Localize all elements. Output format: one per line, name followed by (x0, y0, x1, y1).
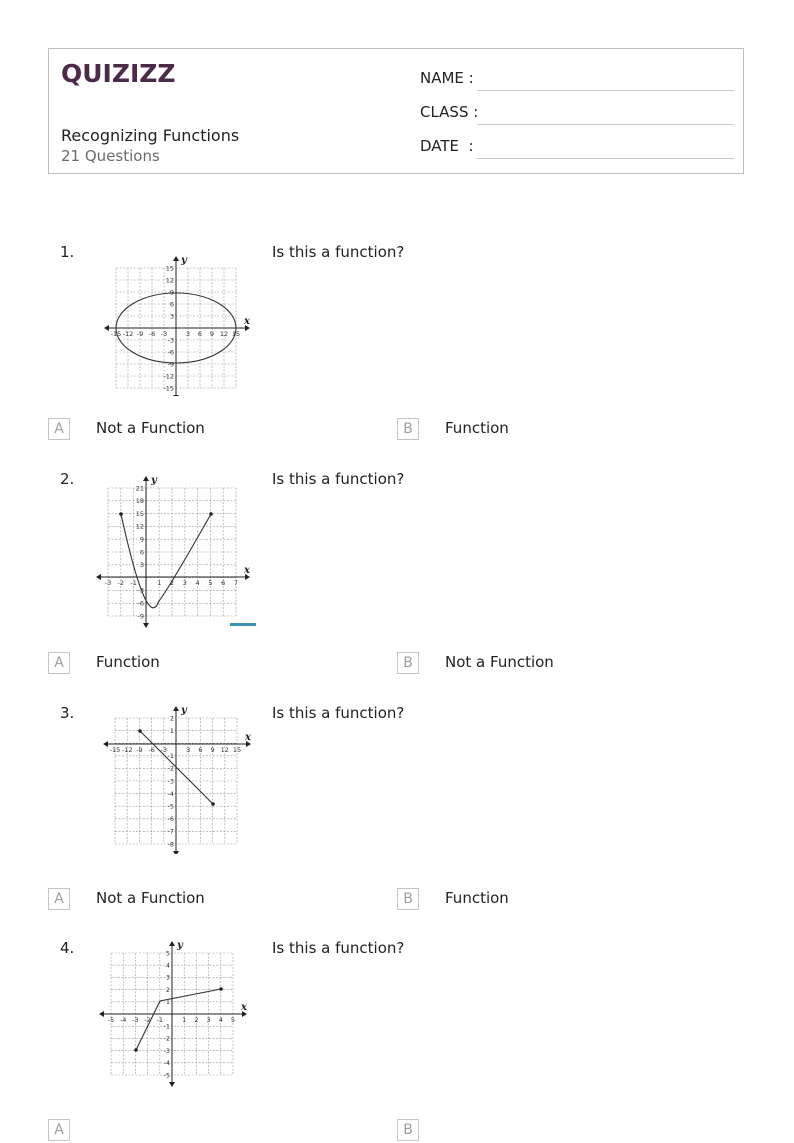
endpoint-left (138, 729, 142, 733)
axes (104, 255, 251, 396)
x-tick-label: -3 (104, 579, 112, 587)
grid (108, 488, 239, 616)
x-tick-label: 5 (230, 1016, 236, 1024)
y-tick-label: -5 (167, 802, 174, 811)
y-tick-label: 12 (135, 522, 144, 531)
option-letter: A (48, 418, 70, 440)
question-number: 1. (60, 243, 75, 261)
y-tick-label: 21 (135, 484, 144, 493)
y-tick-label: 4 (165, 961, 170, 970)
question-text: Is this a function? (272, 470, 405, 488)
y-tick-label: 2 (165, 985, 170, 994)
x-tick-label: -4 (119, 1016, 127, 1024)
question-text: Is this a function? (272, 243, 405, 261)
option-letter: A (48, 652, 70, 674)
y-tick-label: -6 (137, 599, 144, 608)
x-axis-label: x (244, 316, 250, 327)
option-label: Function (445, 889, 509, 907)
y-tick-label: 15 (165, 264, 174, 273)
y-axis-arrow-top (173, 706, 179, 711)
question-number: 4. (60, 939, 75, 957)
y-tick-label: 3 (165, 973, 170, 982)
y-tick-label: -3 (167, 777, 174, 786)
x-tick-label: -12 (121, 746, 133, 754)
x-axis-label: x (241, 1002, 247, 1013)
y-tick-label: -2 (167, 764, 174, 773)
option-label: Not a Function (445, 653, 554, 671)
x-tick-label: -12 (122, 330, 134, 338)
graph-piecewise (96, 939, 256, 1089)
option-letter: B (397, 888, 419, 910)
option-label: Function (96, 653, 160, 671)
y-tick-label: 5 (165, 949, 170, 958)
x-tick-label: -2 (144, 1016, 151, 1024)
x-tick-label: -1 (156, 1016, 164, 1024)
y-tick-label: -5 (163, 1071, 170, 1080)
y-tick-label: -9 (167, 360, 174, 369)
x-tick-label: 6 (221, 579, 226, 587)
x-tick-label: -15 (109, 746, 121, 754)
endpoint-left (134, 1048, 138, 1052)
y-axis-arrow-top (173, 256, 179, 261)
axes (96, 475, 251, 628)
option-label: Function (445, 419, 509, 437)
accent-mark (230, 623, 256, 626)
x-tick-label: 1 (182, 1016, 187, 1024)
y-tick-label: 3 (139, 561, 144, 570)
x-tick-label: 15 (232, 746, 242, 754)
name-field[interactable] (420, 69, 734, 93)
y-axis-arrow-top (143, 476, 149, 481)
question-number: 3. (60, 704, 75, 722)
x-tick-label: 12 (219, 330, 229, 338)
y-tick-label: -3 (167, 336, 174, 345)
y-tick-label: -3 (163, 1046, 170, 1055)
y-tick-label: -9 (137, 612, 144, 621)
x-tick-label: -15 (110, 330, 122, 338)
y-tick-label: -8 (167, 840, 174, 849)
option-label: Not a Function (96, 889, 205, 907)
date-line[interactable] (477, 158, 734, 159)
y-tick-label: 12 (165, 276, 174, 285)
graph-parabola (94, 470, 264, 630)
y-axis-arrow-top (169, 941, 175, 946)
x-tick-label: 6 (198, 746, 203, 754)
y-tick-label: 6 (169, 300, 174, 309)
y-tick-label: 2 (169, 714, 174, 723)
y-tick-label: -12 (163, 372, 174, 381)
option-letter: B (397, 1119, 419, 1141)
x-tick-label: 3 (206, 1016, 211, 1024)
y-tick-label: 1 (169, 726, 174, 735)
x-tick-label: 6 (197, 330, 203, 338)
y-tick-label: 3 (169, 312, 174, 321)
quizizz-logo: QUIZIZZ (61, 59, 176, 88)
x-tick-label: 15 (231, 330, 241, 338)
x-tick-label: 4 (218, 1016, 223, 1024)
option-label: Not a Function (96, 419, 205, 437)
axes (99, 940, 248, 1087)
y-tick-label: -4 (167, 789, 174, 798)
y-tick-label: -6 (167, 815, 174, 824)
x-tick-label: 9 (209, 330, 215, 338)
class-field[interactable] (420, 103, 734, 127)
worksheet-header (48, 48, 744, 174)
y-axis-label: y (151, 475, 157, 486)
x-axis-arrow-left (103, 741, 108, 747)
question-number: 2. (60, 470, 75, 488)
y-axis-label: y (181, 705, 187, 716)
x-tick-label: -5 (107, 1016, 115, 1024)
y-axis-arrow-bottom (169, 1082, 175, 1087)
y-tick-label: 18 (135, 497, 144, 506)
x-tick-label: 7 (233, 579, 239, 587)
x-tick-label: -6 (148, 330, 156, 338)
x-tick-label: 12 (220, 746, 229, 754)
endpoint-right (209, 512, 213, 516)
x-tick-label: 4 (195, 579, 200, 587)
class-line[interactable] (477, 124, 734, 125)
x-axis-arrow-left (99, 1011, 104, 1017)
y-tick-label: -7 (167, 827, 174, 836)
x-axis-arrow-left (104, 325, 109, 331)
axes (103, 705, 252, 854)
question-text: Is this a function? (272, 704, 405, 722)
endpoint-right (219, 987, 223, 991)
x-tick-label: 9 (210, 746, 215, 754)
x-tick-label: -3 (132, 1016, 139, 1024)
y-tick-label: -2 (163, 1034, 170, 1043)
y-axis-arrow-bottom (173, 851, 179, 854)
worksheet-title: Recognizing Functions (61, 126, 240, 145)
x-tick-label: -3 (160, 746, 168, 754)
y-axis-arrow-bottom (173, 395, 179, 396)
y-tick-label: -3 (137, 586, 144, 595)
x-axis-label: x (244, 565, 250, 576)
y-tick-label: 1 (165, 998, 170, 1007)
name-line[interactable] (477, 90, 734, 91)
option-letter: A (48, 888, 70, 910)
option-letter: B (397, 418, 419, 440)
y-tick-label: -15 (163, 384, 174, 393)
y-tick-label: -1 (163, 1022, 170, 1031)
date-field[interactable] (420, 137, 734, 161)
x-tick-label: 3 (185, 330, 191, 338)
endpoint-right (211, 802, 215, 806)
option-letter: A (48, 1119, 70, 1141)
x-tick-label: -9 (136, 330, 144, 338)
x-tick-label: 3 (186, 746, 191, 754)
x-axis-arrow-left (96, 574, 101, 580)
x-tick-label: -3 (160, 330, 168, 338)
y-tick-label: -1 (167, 752, 174, 761)
y-tick-label: 15 (135, 509, 144, 518)
x-tick-label: 2 (194, 1016, 199, 1024)
date-label: DATE : (420, 137, 474, 155)
endpoint-left (119, 512, 123, 516)
x-tick-label: 1 (157, 579, 162, 587)
y-tick-label: -6 (167, 348, 174, 357)
y-tick-label: -4 (163, 1059, 170, 1068)
x-tick-label: -1 (130, 579, 137, 587)
question-text: Is this a function? (272, 939, 405, 957)
x-tick-label: 5 (208, 579, 213, 587)
x-tick-label: -6 (148, 746, 155, 754)
graph-line-segment (100, 704, 260, 854)
x-tick-label: -2 (117, 579, 125, 587)
x-tick-label: 3 (182, 579, 187, 587)
graph-ellipse (100, 251, 255, 396)
x-tick-label: -9 (136, 746, 143, 754)
y-axis-label: y (181, 255, 187, 266)
option-letter: B (397, 652, 419, 674)
y-tick-label: 6 (139, 548, 144, 557)
y-tick-label: 9 (169, 288, 174, 297)
class-label: CLASS : (420, 103, 479, 121)
x-axis-label: x (245, 732, 251, 743)
name-label: NAME : (420, 69, 474, 87)
question-count: 21 Questions (61, 147, 160, 165)
x-tick-label: 2 (169, 579, 175, 587)
y-axis-label: y (177, 940, 183, 951)
y-tick-label: 9 (139, 535, 144, 544)
y-axis-arrow-bottom (143, 623, 149, 628)
